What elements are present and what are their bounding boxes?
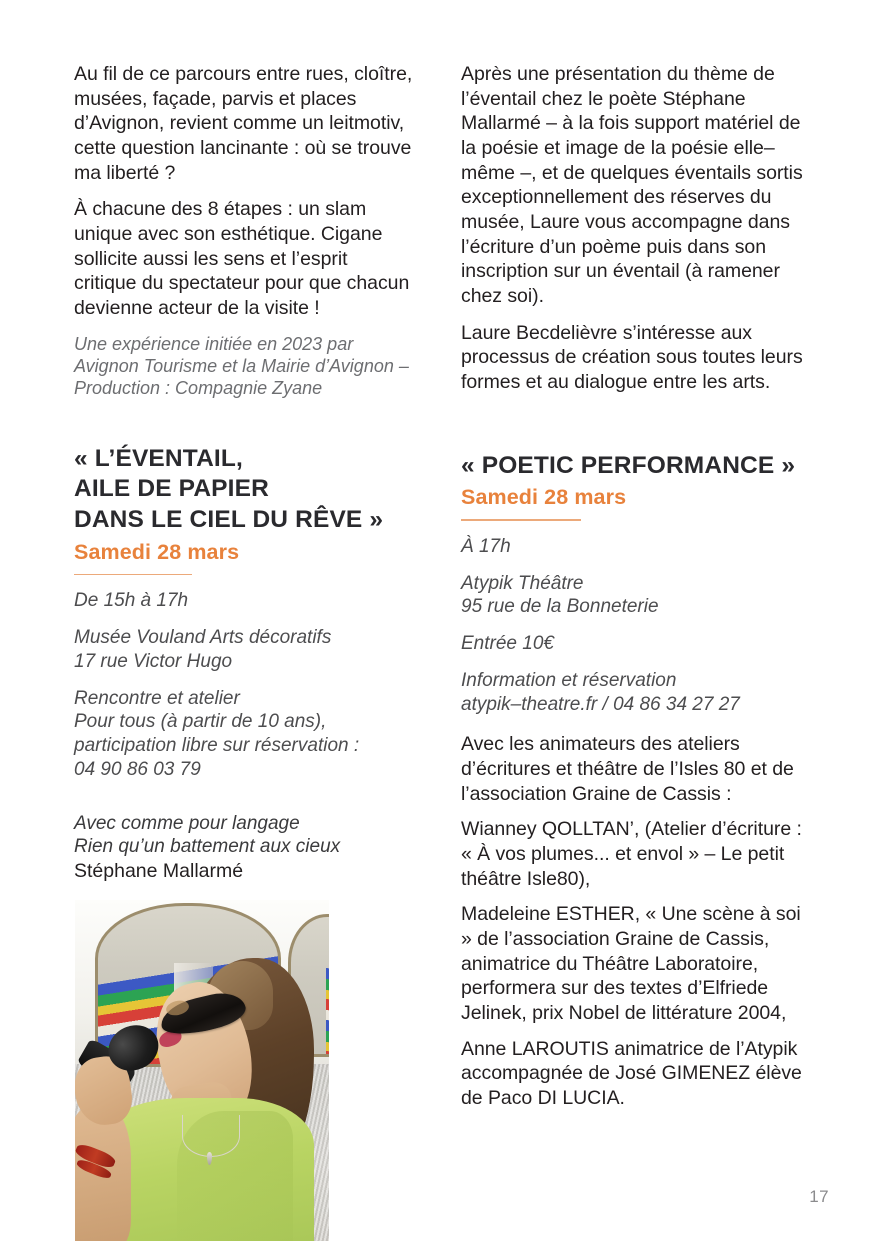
- section-spacer: [461, 407, 806, 451]
- info-line-2: Pour tous (à partir de 10 ans),: [74, 711, 327, 733]
- event-title-line-3: DANS LE CIEL DU RÊVE »: [74, 505, 384, 533]
- event-date-poetic-performance: Samedi 28 mars: [461, 485, 627, 510]
- event-info-eventail: [74, 687, 414, 782]
- event-block-poetic-performance: [461, 451, 806, 717]
- intro-paragraph-1: Au fil de ce parcours entre rues, cloître, musées, façade, parvis et places d’Avignon, revient comme un leitmotiv, cette question lancinante : où se trouve ma liberté ?: [74, 63, 413, 184]
- intro-paragraph-2: À chacune des 8 étapes : un slam unique avec son esthétique. Cigane sollicite aussi les sens et l’esprit critique du spectateur pour que chacun devienne acteur de la visite !: [74, 198, 410, 319]
- event-time-poetic-performance: À 17h: [461, 535, 511, 557]
- performer-photo: [75, 900, 329, 1241]
- event-divider-rule: [74, 574, 192, 576]
- event-venue-eventail: [74, 626, 414, 674]
- reservation-contact[interactable]: atypik–theatre.fr / 04 86 34 27 27: [461, 693, 740, 715]
- event-reservation: [461, 669, 806, 717]
- description-paragraph-2: Laure Becdelièvre s’intéresse aux processus de création sous toutes leurs formes et au dialogue entre les arts.: [461, 321, 803, 393]
- animators-intro: Avec les animateurs des ateliers d’écritures et théâtre de l’Isles 80 et de l’association Graine de Cassis :: [461, 733, 794, 805]
- poem-author: Stéphane Mallarmé: [74, 860, 244, 883]
- event-title-line-1: « L’ÉVENTAIL,: [74, 444, 243, 472]
- photo-necklace: [182, 1115, 240, 1157]
- poem-lines: [74, 812, 414, 860]
- production-credit: Une expérience initiée en 2023 par Avignon Tourisme et la Mairie d’Avignon – Production : Compagnie Zyane: [74, 333, 409, 399]
- event-block-eventail: [74, 444, 414, 782]
- left-column: [74, 62, 414, 883]
- animators-spacer: [461, 716, 806, 732]
- poem-spacer: [74, 782, 414, 812]
- reservation-label: Information et réservation: [461, 669, 677, 691]
- right-column: [461, 62, 806, 1122]
- info-phone: 04 90 86 03 79: [74, 758, 201, 780]
- photo-rainbow-stripes-right: [326, 967, 329, 1057]
- event-title-line-2: AILE DE PAPIER: [74, 475, 269, 503]
- description-paragraph-1: Après une présentation du thème de l’éventail chez le poète Stéphane Mallarmé – à la fois support matériel de la poésie et image de la poésie elle–même –, et de quelques éventails sortis exceptionnellement des réserves du musée, Laure vous accompagne dans l’écriture d’un poème puis dans son inscription sur un éventail (à ramener chez soi).: [461, 63, 803, 307]
- event-date-eventail: Samedi 28 mars: [74, 539, 240, 564]
- poem-block: [74, 812, 414, 884]
- event-venue-poetic-performance: [461, 572, 806, 620]
- page-number: 17: [809, 1187, 829, 1206]
- venue-line-2: 17 rue Victor Hugo: [74, 650, 233, 672]
- animator-entry-2: Madeleine ESTHER, « Une scène à soi » de l’association Graine de Cassis, animatrice du Théâtre Laboratoire, performera sur des textes d’Elfriede Jelinek, prix Nobel de littérature 2004,: [461, 903, 801, 1024]
- info-line-1: Rencontre et atelier: [74, 687, 240, 709]
- event-time-eventail: De 15h à 17h: [74, 590, 189, 612]
- venue-line-1: Musée Vouland Arts décoratifs: [74, 627, 332, 649]
- info-line-3: participation libre sur réservation :: [74, 735, 360, 757]
- poem-line-1: Avec comme pour langage: [74, 812, 300, 834]
- event-title-eventail: [74, 444, 414, 536]
- event-title-poetic-performance: « POETIC PERFORMANCE »: [461, 451, 796, 479]
- poem-line-2: Rien qu’un battement aux cieux: [74, 836, 341, 858]
- event-divider-rule: [461, 519, 581, 521]
- photo-canvas: [75, 900, 329, 1241]
- venue-line-1: Atypik Théâtre: [461, 572, 584, 594]
- animator-entry-1: Wianney QOLLTAN’, (Atelier d’écriture : « À vos plumes... et envol » – Le petit théâtre Isle80),: [461, 818, 802, 890]
- animator-entry-3: Anne LAROUTIS animatrice de l’Atypik accompagnée de José GIMENEZ élève de Paco DI LUCIA.: [461, 1037, 802, 1109]
- section-spacer: [74, 400, 414, 444]
- venue-line-2: 95 rue de la Bonneterie: [461, 596, 659, 618]
- event-price: Entrée 10€: [461, 633, 554, 655]
